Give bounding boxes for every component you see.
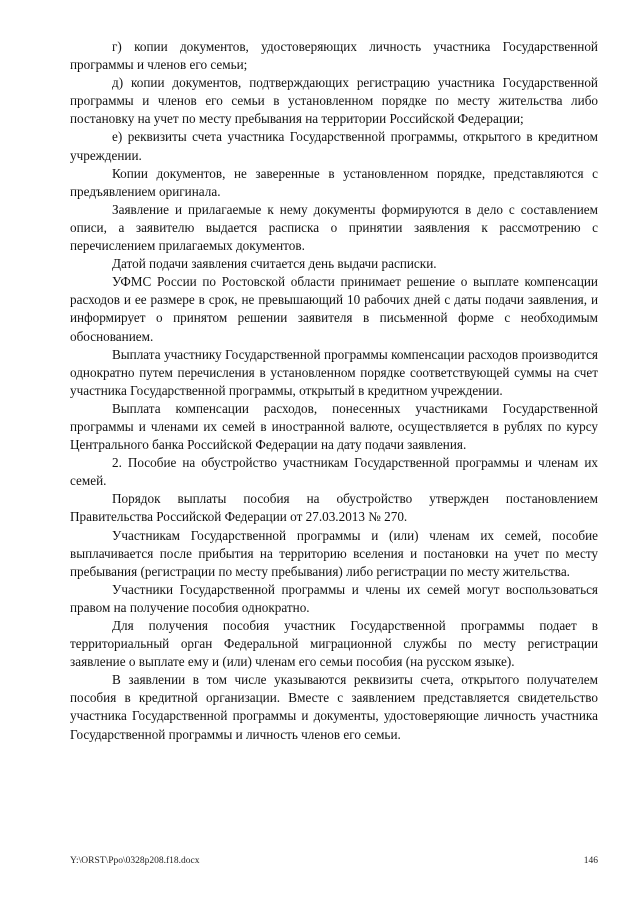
paragraph: Заявление и прилагаемые к нему документы формируются в дело с составлением описи, а заявителю выдается расписка о принятии заявления к рассмотрению с перечислением прилагаемых документов.	[70, 201, 598, 254]
footer-file-path: Y:\ORST\Ppo\0328p208.f18.docx	[70, 856, 200, 866]
page-footer	[70, 856, 598, 866]
paragraph: Выплата компенсации расходов, понесенных участниками Государственной программы и членами их семей в иностранной валюте, осуществляется в рублях по курсу Центрального банка Российской Федерации на дату подачи заявления.	[70, 400, 598, 453]
paragraph: Выплата участнику Государственной программы компенсации расходов производится однократно путем перечисления в установленном порядке соответствующей суммы на счет участника Государственной программы, открытый в кредитном учреждении.	[70, 346, 598, 398]
paragraph: Для получения пособия участник Государственной программы подает в территориальный орган Федеральной миграционной службы по месту регистрации заявление о выплате ему и (или) членам его семьи пособия (на русском языке).	[70, 618, 598, 670]
paragraph: Участники Государственной программы и члены их семей могут воспользоваться правом на получение пособия однократно.	[70, 581, 598, 615]
paragraph: г) копии документов, удостоверяющих личность участника Государственной программы и членов его семьи;	[70, 39, 598, 73]
paragraph: Датой подачи заявления считается день выдачи расписки.	[112, 256, 437, 272]
section-heading: 2. Пособие на обустройство участникам Государственной программы и членам их семей.	[70, 455, 598, 489]
paragraph: Копии документов, не заверенные в установленном порядке, представляются с предъявлением оригинала.	[70, 165, 598, 199]
document-body	[70, 38, 598, 744]
paragraph: Участникам Государственной программы и (или) членам их семей, пособие выплачивается после прибытия на территорию вселения и постановки на учет по месту пребывания (регистрации по месту пребывания) либо регистрации по месту жительства.	[70, 527, 598, 579]
paragraph: В заявлении в том числе указываются реквизиты счета, открытого получателем пособия в кредитной организации. Вместе с заявлением представляется свидетельство участника Государственной программы и документы, удостоверяющие личность участника Государственной программы и личность членов его семьи.	[70, 672, 598, 742]
paragraph: е) реквизиты счета участника Государственной программы, открытого в кредитном учреждении.	[70, 129, 598, 163]
paragraph: д) копии документов, подтверждающих регистрацию участника Государственной программы и членов его семьи в установленном порядке по месту жительства либо постановку на учет по месту пребывания на территории Российской Федерации;	[70, 75, 598, 127]
paragraph: Порядок выплаты пособия на обустройство утвержден постановлением Правительства Российской Федерации от 27.03.2013 № 270.	[70, 491, 598, 525]
paragraph: УФМС России по Ростовской области принимает решение о выплате компенсации расходов и ее размере в срок, не превышающий 10 рабочих дней с даты подачи заявления, и информирует о принятом решении заявителя в письменной форме с необходимым обоснованием.	[70, 274, 598, 344]
page-number: 146	[583, 856, 598, 866]
